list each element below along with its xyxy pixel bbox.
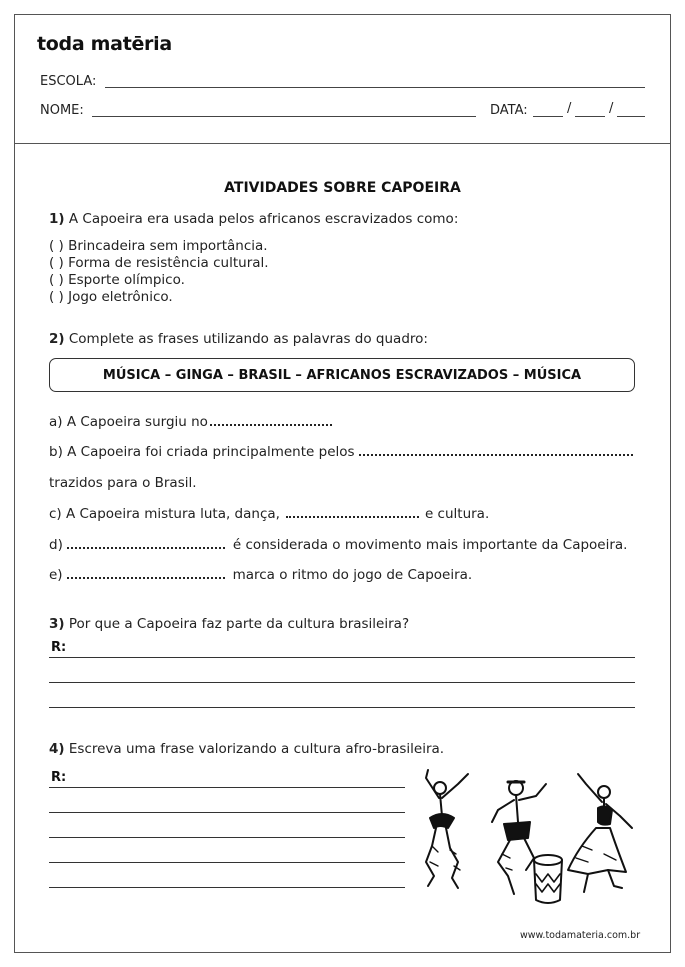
footer-url[interactable]: www.todamateria.com.br [520,930,641,941]
blank-field[interactable] [67,569,225,579]
escola-field[interactable] [105,87,645,88]
answer-line[interactable] [49,837,405,838]
blank-field[interactable] [210,416,332,426]
sentence-c [49,506,489,522]
data-label: DATA: [490,103,528,118]
dancer-right-figure [568,774,632,892]
sentence-b-continuation: trazidos para o Brasil. [49,475,197,491]
question-2 [49,331,428,347]
capoeira-dancers-illustration [418,766,640,910]
blank-field[interactable] [67,539,225,549]
sentence-text: e) [49,567,63,583]
nome-field[interactable] [92,116,476,117]
question-text: A Capoeira era usada pelos africanos escravizados como: [68,211,459,227]
option-item[interactable]: ( ) Jogo eletrônico. [49,289,173,305]
option-item[interactable]: ( ) Forma de resistência cultural. [49,255,269,271]
date-separator: / [609,101,614,116]
option-item[interactable]: ( ) Esporte olímpico. [49,272,185,288]
date-year-field[interactable] [617,116,645,117]
answer-line[interactable] [49,812,405,813]
sentence-text: e cultura. [424,506,490,522]
atabaque-drum [534,855,562,903]
escola-label: ESCOLA: [40,74,97,89]
question-3 [49,616,409,632]
page-title: ATIVIDADES SOBRE CAPOEIRA [224,180,461,196]
answer-line[interactable] [49,682,635,683]
option-item[interactable]: ( ) Brincadeira sem importância. [49,238,268,254]
question-1 [49,211,458,227]
dancer-left-figure [426,770,468,888]
question-number: 1) [49,211,65,227]
sentence-text: a) A Capoeira surgiu no [49,414,208,430]
answer-line[interactable] [49,862,405,863]
question-text: Complete as frases utilizando as palavras do quadro: [68,331,428,347]
answer-line[interactable] [49,887,405,888]
question-text: Escreva uma frase valorizando a cultura afro-brasileira. [68,741,445,757]
date-day-field[interactable] [533,116,563,117]
brand-logo: toda matēria [37,33,172,55]
sentence-b [49,444,633,460]
sentence-text: c) A Capoeira mistura luta, dança, [49,506,280,522]
option-list [49,238,269,306]
question-number: 2) [49,331,65,347]
sentence-a [49,414,332,430]
question-number: 3) [49,616,65,632]
blank-field[interactable] [286,508,419,518]
answer-line[interactable] [49,657,635,658]
blank-field[interactable] [359,446,633,456]
sentence-text: é considerada o movimento mais importante da Capoeira. [232,537,628,553]
sentence-d [49,537,627,553]
header-divider [14,143,671,144]
sentence-e [49,567,472,583]
answer-line[interactable] [49,707,635,708]
question-text: Por que a Capoeira faz parte da cultura brasileira? [68,616,410,632]
nome-label: NOME: [40,103,84,118]
date-month-field[interactable] [575,116,605,117]
answer-label: R: [51,770,67,785]
answer-line[interactable] [49,787,405,788]
word-bank-box: MÚSICA – GINGA – BRASIL – AFRICANOS ESCRAVIZADOS – MÚSICA [49,358,635,392]
sentence-text: b) A Capoeira foi criada principalmente pelos [49,444,355,460]
sentence-text: marca o ritmo do jogo de Capoeira. [232,567,473,583]
answer-label: R: [51,640,67,655]
sentence-text: d) [49,537,63,553]
question-4 [49,741,444,757]
date-separator: / [567,101,572,116]
question-number: 4) [49,741,65,757]
